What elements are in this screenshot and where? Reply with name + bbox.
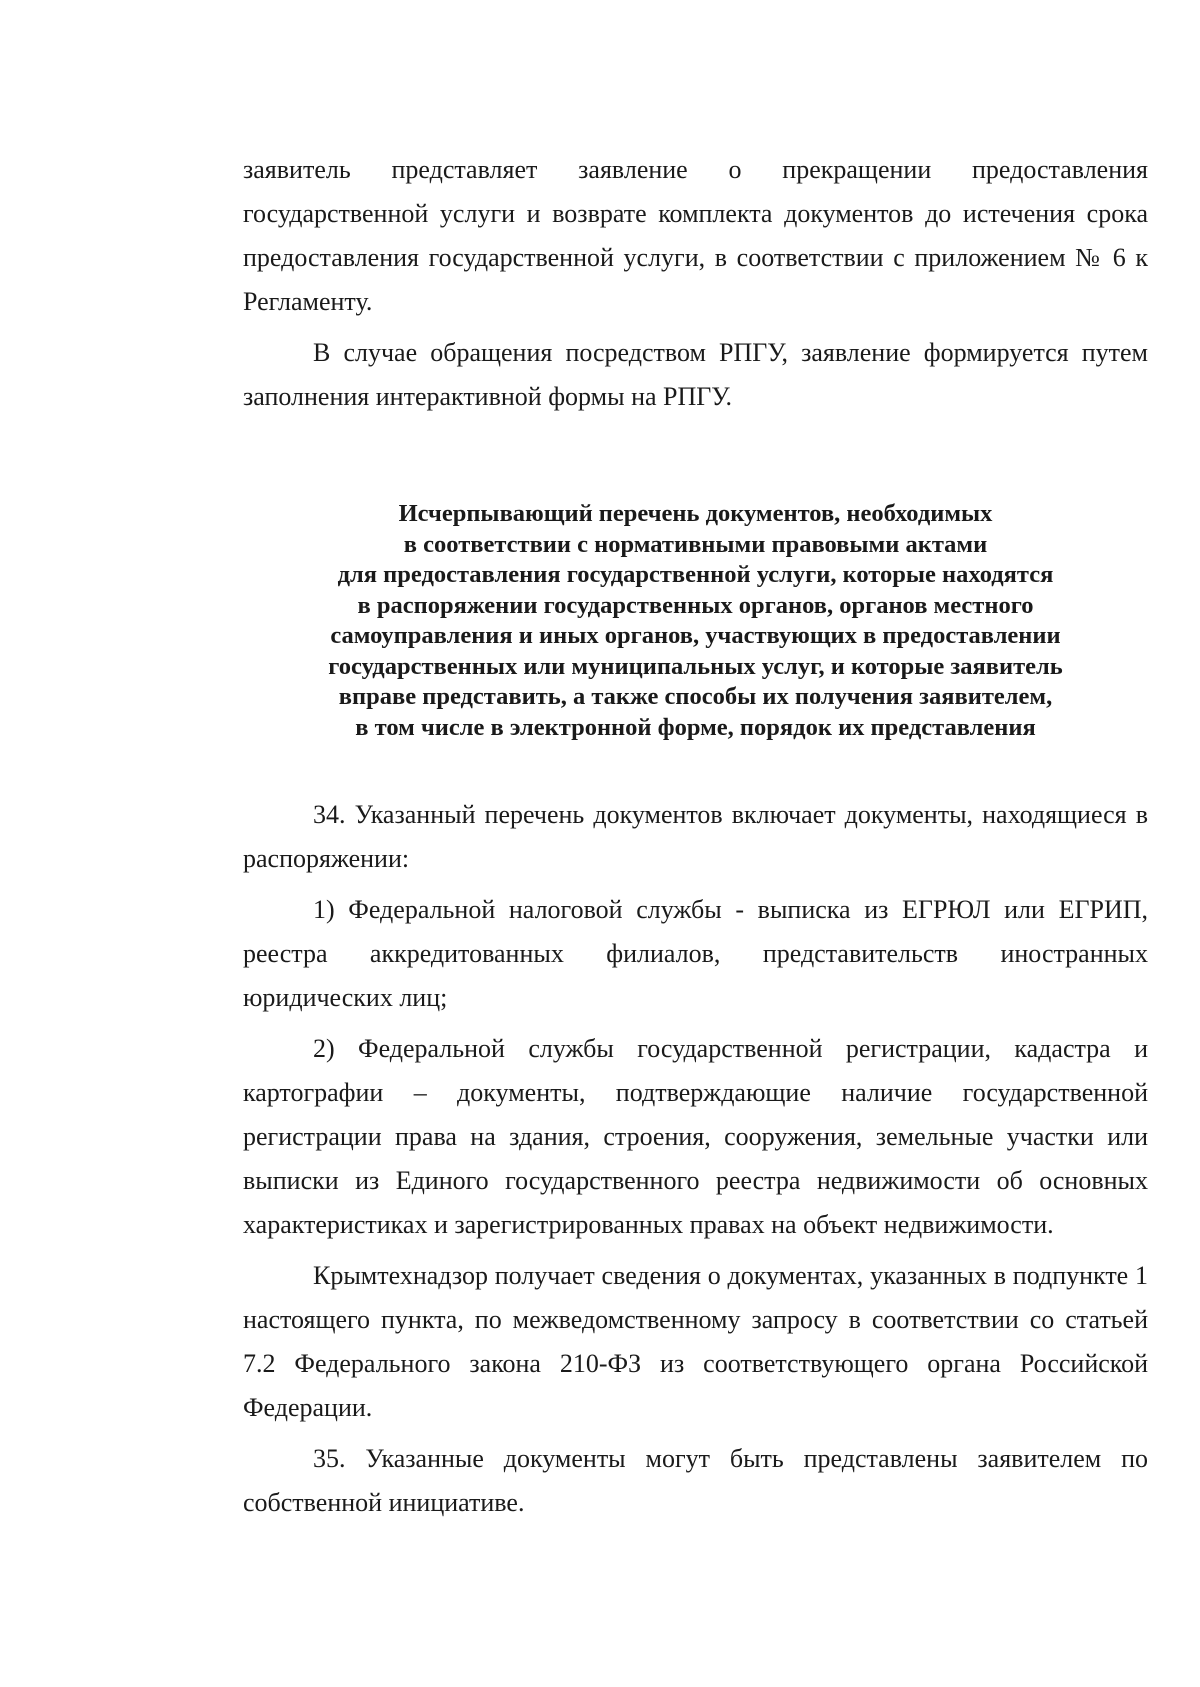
heading-line: в соответствии с нормативными правовыми актами [403,530,988,558]
heading-line: государственных или муниципальных услуг, и которые заявитель [328,652,1063,680]
section-heading [243,499,1148,743]
document-page [243,148,1148,1525]
heading-line: в распоряжении государственных органов, органов местного [357,591,1034,619]
heading-line: вправе представить, а также способы их получения заявителем, [338,683,1053,710]
heading-line: в том числе в электронной форме, порядок их представления [355,713,1036,741]
paragraph-35: 35. Указанные документы могут быть представлены заявителем по собственной инициативе. [243,1444,1148,1517]
paragraph-rpgu-form: В случае обращения посредством РПГУ, заявление формируется путем заполнения интерактивной формы на РПГУ. [243,338,1148,411]
paragraph-interagency-request: Крымтехнадзор получает сведения о документах, указанных в подпункте 1 настоящего пункта, по межведомственному запросу в соответствии со статьей 7.2 Федерального закона 210-ФЗ из соответствующего органа Российской Федерации. [243,1261,1148,1422]
heading-line: для предоставления государственной услуги, которые находятся [337,561,1054,588]
paragraph-withdrawal-statement: заявитель представляет заявление о прекращении предоставления государственной услуги и возврате комплекта документов до истечения срока предоставления государственной услуги, в соответствии с приложением № 6 к Регламенту. [243,155,1148,316]
heading-line: самоуправления и иных органов, участвующих в предоставлении [330,622,1061,649]
paragraph-tax-service: 1) Федеральной налоговой службы - выписка из ЕГРЮЛ или ЕГРИП, реестра аккредитованных филиалов, представительств иностранных юридических лиц; [243,895,1148,1012]
paragraph-registration-service: 2) Федеральной службы государственной регистрации, кадастра и картографии – документы, подтверждающие наличие государственной регистрации права на здания, строения, сооружения, земельные участки или выписки из Единого государственного реестра недвижимости об основных характеристиках и зарегистрированных правах на объект недвижимости. [243,1034,1148,1239]
heading-line: Исчерпывающий перечень документов, необходимых [398,500,993,527]
paragraph-34: 34. Указанный перечень документов включает документы, находящиеся в распоряжении: [243,800,1148,873]
